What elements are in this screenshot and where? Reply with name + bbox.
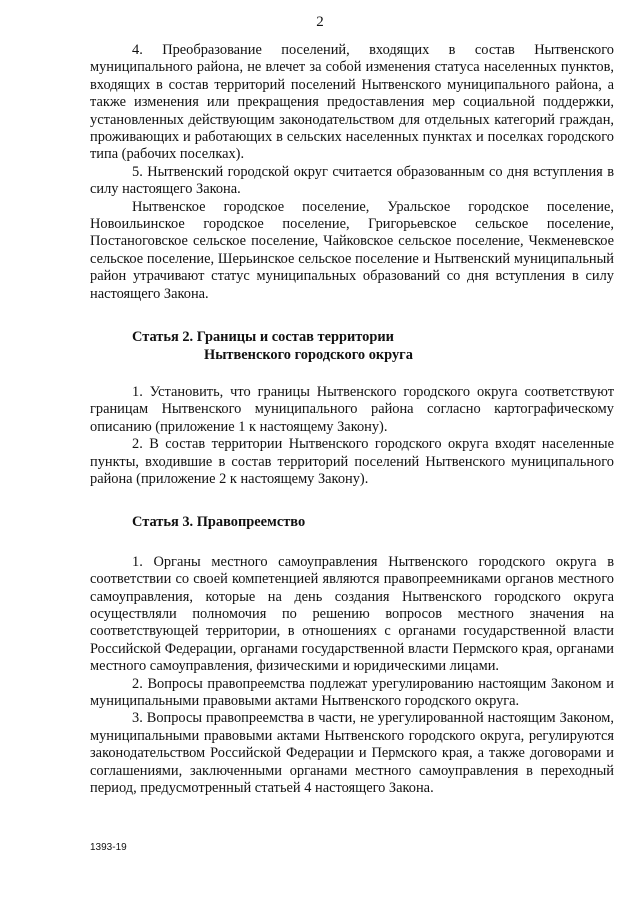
article-3-paragraph-3: 3. Вопросы правопреемства в части, не урегулированной настоящим Законом, муниципальными правовыми актами Нытвенского городского округа, регулируются законодательством Российской Федерации и Пермского края, а также договорами и соглашениями, заключенными органами местного самоуправления в переходный период, предусмотренный статьей 4 настоящего Закона.	[90, 710, 614, 797]
page-number: 2	[316, 14, 324, 30]
article-2-paragraph-2: 2. В состав территории Нытвенского городского округа входят населенные пункты, входившие в состав территорий поселений Нытвенского муниципального района (приложение 2 к настоящему Закону).	[90, 436, 614, 487]
article-2-heading	[90, 329, 614, 364]
intro-paragraph-settlements: Нытвенское городское поселение, Уральское городское поселение, Новоильинское городское поселение, Григорьевское сельское поселение, Постаноговское сельское поселение, Чайковское сельское поселение, Чекменевское сельское поселение, Шерьинское сельское поселение и Нытвенский муниципальный район утрачивают статус муниципальных образований со дня вступления в силу настоящего Закона.	[90, 198, 614, 302]
article-3-heading: Статья 3. Правопреемство	[132, 514, 306, 531]
article-2-heading-line1: Статья 2. Границы и состав территории	[132, 329, 394, 346]
document-code: 1393-19	[90, 842, 127, 853]
intro-paragraph-5: 5. Нытвенский городской округ считается образованным со дня вступления в силу настоящего Закона.	[90, 163, 614, 198]
article-2-heading-line2: Нытвенского городского округа	[204, 346, 413, 363]
article-3-paragraph-2: 2. Вопросы правопреемства подлежат урегулированию настоящим Законом и муниципальными правовыми актами Нытвенского городского округа.	[90, 675, 614, 709]
intro-paragraph-4: 4. Преобразование поселений, входящих в состав Нытвенского муниципального района, не влечет за собой изменения статуса населенных пунктов, входящих в состав территорий поселений Нытвенского муниципального района, а также изменения или прекращения предоставления мер социальной поддержки, установленных действующим законодательством для отдельных категорий граждан, проживающих и работающих в сельских населенных пунктах и поселках городского типа (рабочих поселках).	[90, 42, 614, 163]
article-2-paragraph-1: 1. Установить, что границы Нытвенского городского округа соответствуют границам Нытвенского муниципального района согласно картографическому описанию (приложение 1 к настоящему Закону).	[90, 383, 614, 435]
article-3-paragraph-1: 1. Органы местного самоуправления Нытвенского городского округа в соответствии со своей компетенцией являются правопреемниками органов местного самоуправления, которые на день создания Нытвенского городского округа осуществляли полномочия по решению вопросов местного значения на соответствующей территории, в отношениях с органами государственной власти Российской Федерации, органами государственной власти Пермского края, органами местного самоуправления, физическими и юридическими лицами.	[90, 553, 614, 675]
document-body	[90, 42, 614, 797]
